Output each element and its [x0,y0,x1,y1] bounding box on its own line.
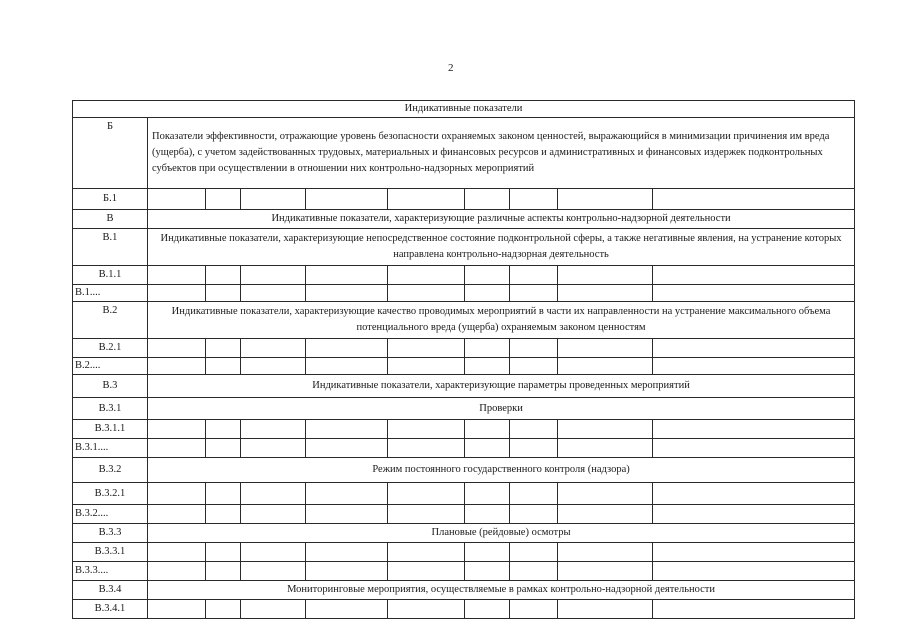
cell [148,562,206,581]
cell [558,483,653,505]
cell [510,358,558,375]
cell [241,189,306,210]
cell [510,439,558,458]
cell [653,339,855,358]
cell [241,562,306,581]
cell [388,543,465,562]
cell [558,266,653,285]
row-code: Б [73,118,148,189]
cell [465,439,510,458]
row-text: Режим постоянного государственного контроля (надзора) [148,458,855,483]
cell [558,358,653,375]
cell [206,358,241,375]
cell [148,483,206,505]
cell [148,358,206,375]
cell [388,600,465,619]
cell [388,483,465,505]
row-code: Б.1 [73,189,148,210]
cell [241,439,306,458]
row-code: В.1 [73,229,148,266]
cell [241,483,306,505]
cell [653,439,855,458]
cell [388,339,465,358]
indicators-table [72,100,855,619]
cell [558,420,653,439]
cell [653,562,855,581]
row-text: Проверки [148,398,855,420]
cell [306,483,388,505]
cell [206,483,241,505]
cell [241,266,306,285]
cell [306,439,388,458]
cell [241,285,306,302]
row-code: В.1.... [73,285,148,302]
row-text: Индикативные показатели, характеризующие различные аспекты контрольно-надзорной деятельности [148,210,855,229]
cell [388,505,465,524]
cell [653,600,855,619]
row-text: Плановые (рейдовые) осмотры [148,524,855,543]
cell [510,420,558,439]
cell [206,543,241,562]
row-code: В.3.4 [73,581,148,600]
cell [558,339,653,358]
cell [148,439,206,458]
cell [148,266,206,285]
cell [206,562,241,581]
cell [148,285,206,302]
cell [510,266,558,285]
cell [241,505,306,524]
cell [465,505,510,524]
cell [510,505,558,524]
row-code: В.3.2.... [73,505,148,524]
cell [241,358,306,375]
cell [465,285,510,302]
row-code: В.2.... [73,358,148,375]
cell [388,189,465,210]
cell [653,505,855,524]
cell [148,420,206,439]
row-code: В.3 [73,375,148,398]
cell [148,189,206,210]
cell [558,562,653,581]
cell [510,189,558,210]
cell [558,600,653,619]
cell [148,543,206,562]
cell [653,285,855,302]
cell [388,420,465,439]
cell [306,505,388,524]
cell [465,543,510,562]
table-header: Индикативные показатели [73,101,855,118]
cell [510,339,558,358]
cell [241,339,306,358]
cell [510,562,558,581]
cell [206,420,241,439]
cell [465,358,510,375]
cell [558,285,653,302]
cell [206,339,241,358]
cell [653,266,855,285]
row-code: В [73,210,148,229]
row-code: В.2.1 [73,339,148,358]
cell [206,266,241,285]
cell [206,439,241,458]
row-text: Индикативные показатели, характеризующие качество проводимых мероприятий в части их направленности на устранение максимального объема потенциального вреда (ущерба) охраняемым законом ценностям [148,302,855,339]
cell [241,600,306,619]
cell [306,420,388,439]
cell [510,285,558,302]
cell [148,600,206,619]
cell [388,358,465,375]
row-code: В.2 [73,302,148,339]
cell [558,439,653,458]
cell [241,420,306,439]
page-number: 2 [448,62,454,74]
cell [558,505,653,524]
cell [465,266,510,285]
cell [653,358,855,375]
row-code: В.3.1.... [73,439,148,458]
row-code: В.3.1.1 [73,420,148,439]
row-code: В.3.3.... [73,562,148,581]
cell [653,189,855,210]
cell [306,285,388,302]
cell [388,562,465,581]
cell [558,543,653,562]
cell [465,562,510,581]
cell [510,600,558,619]
cell [510,543,558,562]
cell [306,358,388,375]
cell [653,543,855,562]
cell [388,285,465,302]
row-code: В.3.1 [73,398,148,420]
row-text: Индикативные показатели, характеризующие параметры проведенных мероприятий [148,375,855,398]
cell [558,189,653,210]
cell [388,266,465,285]
cell [306,189,388,210]
cell [306,600,388,619]
cell [148,505,206,524]
cell [465,189,510,210]
row-code: В.3.3 [73,524,148,543]
cell [653,420,855,439]
cell [206,285,241,302]
row-text: Мониторинговые мероприятия, осуществляемые в рамках контрольно-надзорной деятельности [148,581,855,600]
cell [465,420,510,439]
row-code: В.3.4.1 [73,600,148,619]
row-text: Показатели эффективности, отражающие уровень безопасности охраняемых законом ценностей, выражающийся в минимизации причинения им вреда (ущерба), с учетом задействованных трудовых, материальных и финансовых ресурсов и административных и финансовых издержек подконтрольных субъектов при осуществлении в отношении них контрольно-надзорных мероприятий [148,118,855,189]
cell [241,543,306,562]
cell [465,483,510,505]
cell [206,600,241,619]
cell [510,483,558,505]
row-code: В.1.1 [73,266,148,285]
cell [306,339,388,358]
cell [206,505,241,524]
cell [206,189,241,210]
cell [306,543,388,562]
cell [653,483,855,505]
row-code: В.3.2.1 [73,483,148,505]
cell [465,339,510,358]
cell [148,339,206,358]
cell [465,600,510,619]
row-text: Индикативные показатели, характеризующие непосредственное состояние подконтрольной сферы, а также негативные явления, на устранение которых направлена контрольно-надзорная деятельность [148,229,855,266]
cell [306,266,388,285]
row-code: В.3.3.1 [73,543,148,562]
cell [306,562,388,581]
cell [388,439,465,458]
row-code: В.3.2 [73,458,148,483]
